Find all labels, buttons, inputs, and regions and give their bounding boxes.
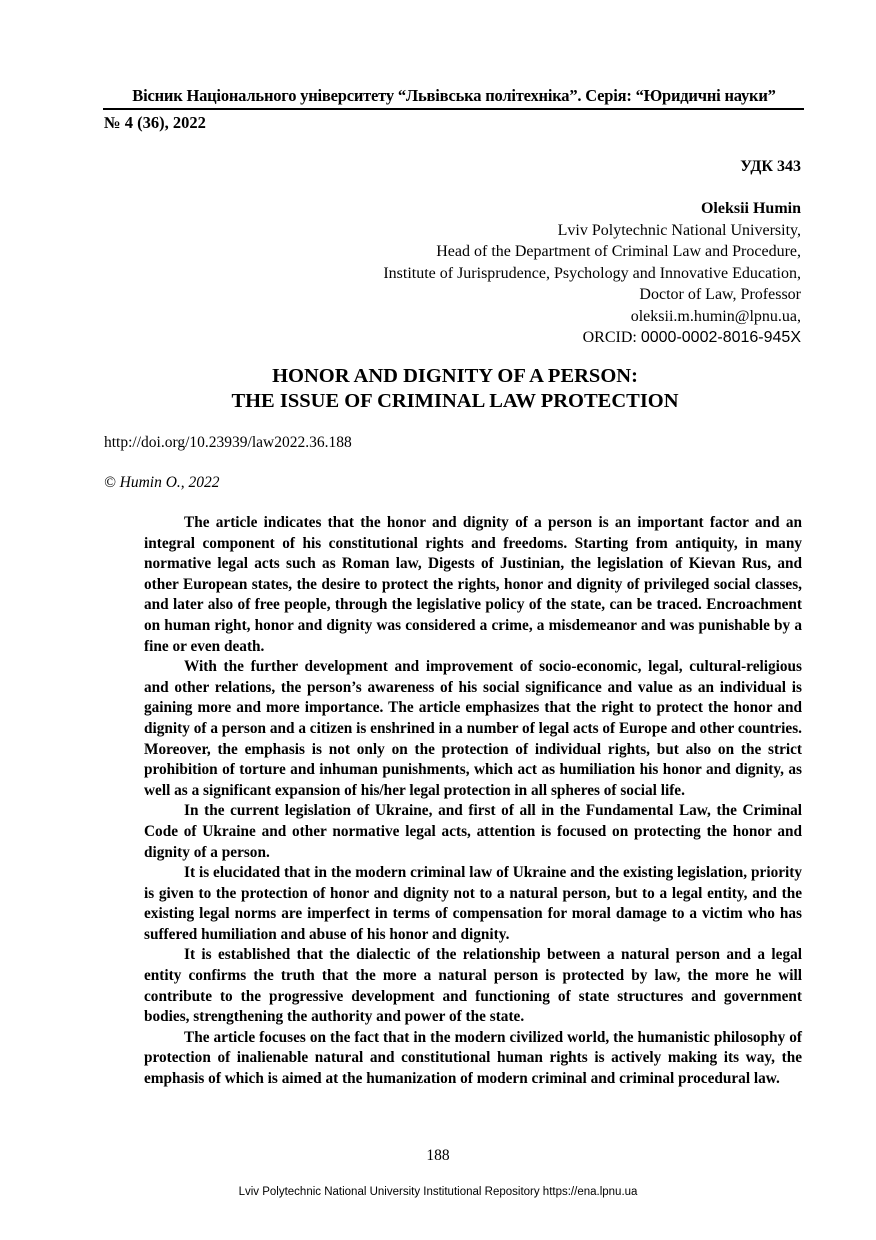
author-orcid — [383, 327, 801, 349]
issue-number: № 4 (36), 2022 — [104, 113, 206, 132]
repository-footer: Lviv Polytechnic National University Institutional Repository https://ena.lpnu.ua — [238, 1186, 638, 1198]
title-line-2: THE ISSUE OF CRIMINAL LAW PROTECTION — [231, 390, 679, 412]
page-number: 188 — [426, 1147, 450, 1164]
orcid-label: ORCID: — [582, 329, 641, 346]
copyright: © Humin O., 2022 — [104, 474, 220, 491]
article-title — [100, 364, 810, 414]
header-divider — [103, 108, 804, 110]
author-position: Head of the Department of Criminal Law and Procedure, — [436, 243, 801, 260]
abstract-paragraph: It is elucidated that in the modern criminal law of Ukraine and the existing legislation, priority is given to the protection of honor and dignity not to a natural person, but to a legal entity, and the existing legal norms are imperfect in terms of compensation for moral damage to a victim who has suffered humiliation and abuse of his honor and dignity. — [144, 864, 802, 943]
doi-link[interactable]: http://doi.org/10.23939/law2022.36.188 — [104, 434, 352, 451]
udc-code: УДК 343 — [740, 158, 801, 175]
abstract-paragraph: With the further development and improvement of socio-economic, legal, cultural-religious and other relations, the person’s awareness of his social significance and value as an individual is gaining more and more importance. The article emphasizes that the right to protect the honor and dignity of a person and a citizen is enshrined in a number of legal acts of Europe and other countries. Moreover, the emphasis is not only on the protection of individual rights, but also on the strict prohibition of torture and inhuman punishments, which act as humiliation his honor and dignity, as well as a significant expansion of his/her legal protection in all spheres of social life. — [144, 658, 802, 799]
orcid-id[interactable]: 0000-0002-8016-945X — [640, 329, 801, 346]
author-degree: Doctor of Law, Professor — [639, 286, 801, 303]
abstract-paragraph: The article indicates that the honor and dignity of a person is an important factor and an integral component of his constitutional rights and freedoms. Starting from antiquity, in many normative legal acts such as Roman law, Digests of Justinian, the legislation of Kievan Rus, and other European states, the desire to protect the rights, honor and dignity of privileged social classes, and later also of free people, through the legislative policy of the state, can be traced. Encroachment on human right, honor and dignity was considered a crime, a misdemeanor and was punishable by a fine or even death. — [144, 514, 802, 655]
title-line-1: HONOR AND DIGNITY OF A PERSON: — [272, 365, 638, 387]
abstract — [144, 513, 802, 1090]
journal-header: Вісник Національного університету “Львівська політехніка”. Серія: “Юридичні науки” — [132, 86, 776, 105]
abstract-paragraph: In the current legislation of Ukraine, and first of all in the Fundamental Law, the Criminal Code of Ukraine and other normative legal acts, attention is focused on protecting the honor and dignity of a person. — [144, 802, 802, 861]
author-name: Oleksii Humin — [700, 200, 801, 217]
author-email[interactable]: oleksii.m.humin@lpnu.ua, — [630, 307, 801, 325]
author-block — [383, 198, 801, 349]
abstract-paragraph: The article focuses on the fact that in the modern civilized world, the humanistic philosophy of protection of inalienable natural and constitutional human rights is actively making its way, the emphasis of which is aimed at the humanization of modern criminal and criminal procedural law. — [144, 1028, 802, 1088]
author-affiliation: Lviv Polytechnic National University, — [557, 221, 801, 239]
author-institute: Institute of Jurisprudence, Psychology and Innovative Education, — [383, 264, 801, 282]
abstract-paragraph: It is established that the dialectic of the relationship between a natural person and a legal entity confirms the truth that the more a natural person is protected by law, the more he will contribute to the progressive development and functioning of state structures and government bodies, strengthening the authority and power of the state. — [144, 946, 802, 1026]
